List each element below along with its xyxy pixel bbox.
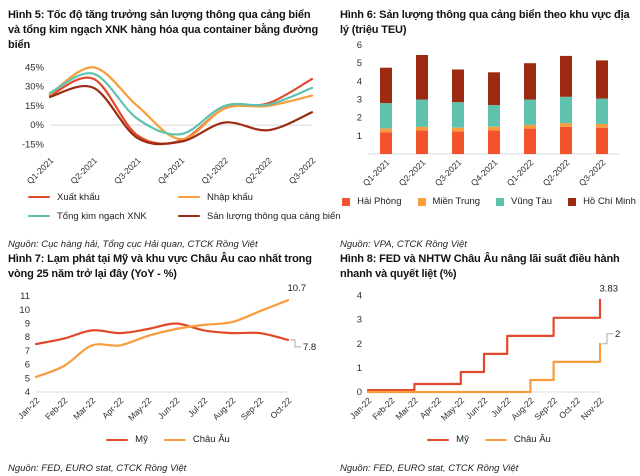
series-line (50, 86, 312, 144)
y-axis-tick-label: 30% (24, 81, 44, 93)
figure-title: Hình 5: Tốc độ tăng trưởng sản lượng thông qua cảng biển và tổng kim ngạch XNK hàng hóa qua container bằng đường biển (8, 9, 319, 52)
series-line (368, 300, 600, 390)
legend-label: Tổng kim ngạch XNK (57, 210, 147, 222)
legend-item (418, 196, 481, 207)
y-axis-tick-label: 7 (24, 346, 30, 358)
legend-label: Vũng Tàu (511, 196, 553, 208)
y-axis-tick-label: 15% (24, 100, 44, 112)
bar-segment (560, 56, 572, 97)
x-axis-tick-label: Sep-22 (238, 395, 266, 423)
x-axis-tick-label: Q1-2021 (24, 154, 56, 186)
policy-rate-step-chart (340, 282, 638, 434)
legend-label: Sản lượng thông qua cảng biển (207, 210, 341, 222)
legend-label: Xuất khẩu (57, 191, 100, 203)
legend-label: Nhập khẩu (207, 191, 253, 203)
y-axis-tick-label: 9 (24, 318, 30, 330)
y-axis-tick-label: 0% (30, 119, 44, 131)
x-axis-tick-label: Aug-22 (210, 395, 238, 423)
figure-title: Hình 6: Sản lượng thông qua cảng biển theo khu vực địa lý (triệu TEU) (340, 9, 630, 37)
y-axis-tick-label: 2 (356, 339, 362, 351)
bar-segment (488, 73, 500, 106)
legend-swatch (485, 439, 507, 442)
x-axis-tick-label: Q4-2021 (155, 154, 187, 186)
x-axis-tick-label: Q2-2022 (242, 154, 274, 186)
legend-swatch (496, 198, 504, 206)
legend-label: Hải Phòng (357, 196, 402, 208)
y-axis-tick-label: 0 (356, 387, 362, 399)
x-axis-tick-label: Sep-22 (532, 395, 560, 423)
figure-title: Hình 7: Lạm phát tại Mỹ và khu vực Châu Âu cao nhất trong vòng 25 năm trở lại đây (YoY - %) (8, 253, 312, 281)
y-axis-tick-label: 4 (24, 387, 30, 399)
y-axis-tick-label: 45% (24, 61, 44, 73)
legend (8, 434, 328, 445)
bar-segment (524, 125, 536, 129)
x-axis-tick-label: Q3-2022 (286, 154, 318, 186)
x-axis-tick-label: Jun-22 (463, 395, 490, 422)
legend-label: Miền Trung (432, 196, 481, 208)
inflation-line-chart (8, 282, 328, 434)
x-axis-tick-label: Mar-22 (71, 395, 98, 423)
x-axis-tick-label: Jan-22 (347, 395, 374, 422)
legend-item (485, 434, 551, 445)
x-axis-tick-label: Jan-22 (15, 395, 42, 422)
y-axis-tick-label: 3 (356, 94, 362, 106)
legend-swatch (568, 198, 576, 206)
legend-swatch (418, 198, 426, 206)
legend-label: Mỹ (135, 434, 148, 446)
chart-container (340, 282, 638, 434)
figure-hinh-8 (340, 252, 638, 474)
bar-segment (416, 100, 428, 127)
bar-segment (416, 131, 428, 155)
source-note: Nguồn: Cục hàng hải, Tổng cục Hải quan, CTCK Rồng Việt (8, 239, 258, 250)
bar-segment (416, 127, 428, 131)
legend-item (342, 196, 401, 207)
legend-item (28, 211, 178, 222)
x-axis-tick-label: Feb-22 (43, 395, 70, 423)
x-axis-tick-label: Q3-2021 (432, 157, 464, 189)
bar-segment (452, 128, 464, 132)
y-axis-tick-label: 4 (356, 76, 362, 88)
x-axis-tick-label: Nov-22 (578, 395, 606, 423)
x-axis-tick-label: Mar-22 (393, 395, 420, 423)
legend-swatch (106, 439, 128, 442)
x-axis-tick-label: Feb-22 (370, 395, 397, 423)
x-axis-tick-label: Q2-2021 (68, 154, 100, 186)
legend (8, 191, 341, 222)
bar-segment (596, 99, 608, 124)
bar-segment (452, 132, 464, 155)
bar-segment (380, 133, 392, 155)
source-note: Nguồn: FED, EURO stat, CTCK Rồng Việt (340, 463, 519, 474)
y-axis-tick-label: 4 (356, 290, 362, 302)
y-axis-tick-label: 2 (356, 113, 362, 125)
legend-item (164, 434, 230, 445)
x-axis-tick-label: Q4-2021 (468, 157, 500, 189)
bar-segment (524, 100, 536, 125)
y-axis-tick-label: 1 (356, 131, 362, 143)
legend-item (178, 211, 341, 222)
bar-segment (452, 70, 464, 103)
x-axis-tick-label: Apr-22 (100, 395, 126, 421)
data-label: 3.83 (599, 284, 618, 296)
bar-segment (596, 128, 608, 154)
port-volume-stacked-bar-chart (340, 38, 638, 196)
bar-segment (380, 103, 392, 128)
bar-segment (560, 97, 572, 123)
legend-label: Mỹ (456, 434, 469, 446)
figure-title: Hình 8: FED và NHTW Châu Âu nâng lãi suất điều hành nhanh và quyết liệt (%) (340, 253, 620, 281)
y-axis-tick-label: 8 (24, 332, 30, 344)
y-axis-tick-label: 11 (20, 291, 30, 303)
legend-swatch (178, 215, 200, 218)
y-axis-tick-label: 5 (356, 58, 362, 70)
y-axis-tick-label: -15% (21, 138, 44, 150)
y-axis-tick-label: 6 (24, 359, 30, 371)
x-axis-tick-label: Q1-2022 (504, 157, 536, 189)
source-note: Nguồn: VPA, CTCK Rồng Việt (340, 239, 467, 250)
bar-segment (524, 129, 536, 154)
y-axis-tick-label: 6 (356, 40, 362, 52)
bar-segment (560, 123, 572, 127)
x-axis-tick-label: Q1-2022 (199, 154, 231, 186)
series-line (36, 301, 288, 378)
x-axis-tick-label: Q3-2022 (576, 157, 608, 189)
bar-segment (524, 64, 536, 100)
bar-segment (488, 127, 500, 131)
legend-swatch (28, 196, 50, 199)
x-axis-tick-label: Jul-22 (185, 395, 210, 420)
bar-segment (488, 105, 500, 127)
legend (340, 434, 638, 445)
y-axis-tick-label: 5 (24, 373, 30, 385)
bar-segment (596, 61, 608, 99)
bar-segment (380, 68, 392, 103)
bar-segment (560, 127, 572, 154)
annotation-leader-line (290, 340, 301, 347)
figure-hinh-7 (8, 252, 328, 474)
x-axis-tick-label: Aug-22 (509, 395, 536, 423)
legend-item (427, 434, 469, 445)
x-axis-tick-label: Q2-2022 (540, 157, 572, 189)
annotation-leader-line (602, 334, 613, 344)
x-axis-tick-label: Q2-2021 (396, 157, 428, 189)
bar-segment (452, 103, 464, 128)
figure-hinh-5 (8, 8, 341, 250)
bar-segment (380, 129, 392, 133)
legend-item (496, 196, 552, 207)
data-label: 2 (615, 329, 621, 341)
source-note: Nguồn: FED, EURO stat, CTCK Rồng Việt (8, 463, 187, 474)
x-axis-tick-label: May-22 (438, 395, 467, 424)
legend-swatch (427, 439, 449, 442)
x-axis-tick-label: Q1-2021 (360, 157, 392, 189)
legend-swatch (178, 196, 200, 199)
legend (340, 196, 638, 207)
bar-segment (416, 55, 428, 100)
x-axis-tick-label: Oct-22 (268, 395, 294, 421)
x-axis-tick-label: Jun-22 (155, 395, 182, 422)
chart-container (8, 282, 328, 434)
legend-item (28, 192, 178, 203)
data-label: 7.8 (303, 342, 317, 354)
legend-item (106, 434, 148, 445)
x-axis-tick-label: Jul-22 (488, 395, 513, 420)
growth-line-chart (8, 54, 328, 190)
legend-label: Châu Âu (192, 434, 230, 446)
legend-swatch (28, 215, 50, 218)
data-label: 10.7 (287, 283, 306, 295)
legend-swatch (164, 439, 186, 442)
y-axis-tick-label: 1 (356, 363, 362, 375)
legend-item (568, 196, 636, 207)
x-axis-tick-label: Oct-22 (556, 395, 583, 421)
legend-label: Châu Âu (513, 434, 551, 446)
legend-label: Hồ Chí Minh (583, 196, 636, 208)
figure-hinh-6 (340, 8, 638, 250)
x-axis-tick-label: May-22 (126, 395, 154, 424)
y-axis-tick-label: 10 (19, 305, 30, 317)
series-line (36, 324, 288, 345)
bar-segment (596, 124, 608, 128)
y-axis-tick-label: 3 (356, 315, 362, 327)
chart-container (8, 54, 328, 190)
x-axis-tick-label: Apr-22 (417, 395, 444, 421)
legend-item (178, 192, 341, 203)
chart-container (340, 38, 638, 196)
bar-segment (488, 131, 500, 155)
legend-swatch (342, 198, 350, 206)
x-axis-tick-label: Q3-2021 (111, 154, 143, 186)
